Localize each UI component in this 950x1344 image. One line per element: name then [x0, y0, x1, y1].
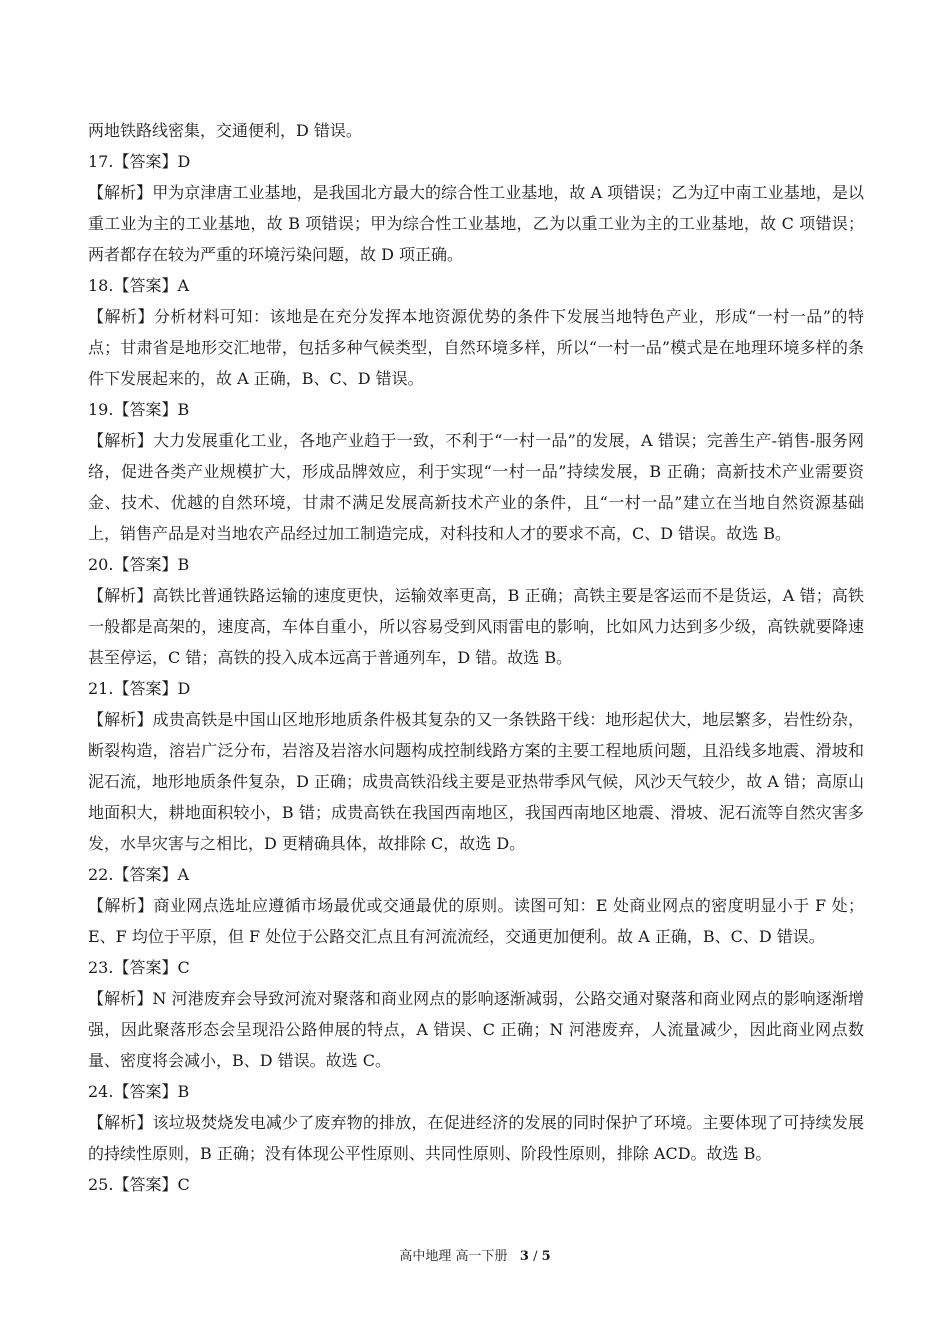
item-18 — [88, 270, 864, 394]
analysis-text: 【解析】N 河港废弃会导致河流对聚落和商业网点的影响逐渐减弱，公路交通对聚落和商业网点的影响逐渐增强，因此聚落形态会呈现沿公路伸展的特点，A 错误、C 正确；N 河港废弃，人流量减少，因此商业网点数量、密度将会减小，B、D 错误。故选 C。 — [88, 989, 864, 1070]
item-20 — [88, 549, 864, 673]
item-25 — [88, 1169, 864, 1200]
answer-line: 21.【答案】D — [88, 679, 191, 698]
answer-line: 23.【答案】C — [88, 958, 190, 977]
item-23 — [88, 952, 864, 1076]
item-17 — [88, 146, 864, 270]
footer-page-number: 3 — [519, 1249, 529, 1264]
answer-line: 22.【答案】A — [88, 865, 190, 884]
answer-line: 18.【答案】A — [88, 276, 190, 295]
analysis-text: 【解析】大力发展重化工业，各地产业趋于一致，不利于“一村一品”的发展，A 错误；完善生产-销售-服务网络，促进各类产业规模扩大，形成品牌效应，利于实现“一村一品”持续发展，B 正确；高新技术产业需要资金、技术、优越的自然环境，甘肃不满足发展高新技术产业的条件，且“一村一品”建立在当地自然资源基础上，销售产品是对当地农产品经过加工制造完成，对科技和人才的要求不高，C、D 错误。故选 B。 — [88, 431, 864, 543]
answer-line: 17.【答案】D — [88, 152, 191, 171]
answer-key-content — [88, 115, 864, 1200]
intro-text: 两地铁路线密集，交通便利，D 错误。 — [88, 121, 362, 140]
answer-line: 24.【答案】B — [88, 1082, 190, 1101]
analysis-text: 【解析】成贵高铁是中国山区地形地质条件极其复杂的又一条铁路干线：地形起伏大，地层繁多，岩性纷杂，断裂构造，溶岩广泛分布，岩溶及岩溶水问题构成控制线路方案的主要工程地质问题，且沿线多地震、滑坡和泥石流，地形地质条件复杂，D 正确；成贵高铁沿线主要是亚热带季风气候，风沙天气较少，故 A 错；高原山地面积大，耕地面积较小，B 错；成贵高铁在我国西南地区，我国西南地区地震、滑坡、泥石流等自然灾害多发，水旱灾害与之相比，D 更精确具体，故排除 C，故选 D。 — [88, 710, 864, 853]
analysis-text: 【解析】甲为京津唐工业基地，是我国北方最大的综合性工业基地，故 A 项错误；乙为辽中南工业基地，是以重工业为主的工业基地，故 B 项错误；甲为综合性工业基地，乙为以重工业为主的工业基地，故 C 项错误；两者都存在较为严重的环境污染问题，故 D 项正确。 — [88, 183, 864, 264]
analysis-text: 【解析】商业网点选址应遵循市场最优或交通最优的原则。读图可知：E 处商业网点的密度明显小于 F 处；E、F 均位于平原，但 F 处位于公路交汇点且有河流流经，交通更加便利。故 A 正确，B、C、D 错误。 — [88, 896, 864, 946]
footer-subject: 高中地理 高一下册 — [399, 1249, 508, 1264]
page-footer — [0, 1248, 950, 1266]
footer-page-total: 5 — [541, 1249, 551, 1264]
analysis-text: 【解析】分析材料可知：该地是在充分发挥本地资源优势的条件下发展当地特色产业，形成“一村一品”的特点；甘肃省是地形交汇地带，包括多种气候类型，自然环境多样，所以“一村一品”模式是在地理环境多样的条件下发展起来的，故 A 正确，B、C、D 错误。 — [88, 307, 864, 388]
item-22 — [88, 859, 864, 952]
analysis-text: 【解析】该垃圾焚烧发电减少了废弃物的排放，在促进经济的发展的同时保护了环境。主要体现了可持续发展的持续性原则，B 正确；没有体现公平性原则、共同性原则、阶段性原则，排除 ACD。故选 B。 — [88, 1113, 864, 1163]
footer-separator: / — [528, 1249, 542, 1264]
analysis-text: 【解析】高铁比普通铁路运输的速度更快，运输效率更高，B 正确；高铁主要是客运而不是货运，A 错；高铁一般都是高架的，速度高，车体自重小，所以容易受到风雨雷电的影响，比如风力达到多少级，高铁就要降速甚至停运，C 错；高铁的投入成本远高于普通列车，D 错。故选 B。 — [88, 586, 864, 667]
item-19 — [88, 394, 864, 549]
answer-line: 19.【答案】B — [88, 400, 190, 419]
answer-line: 25.【答案】C — [88, 1175, 190, 1194]
item-24 — [88, 1076, 864, 1169]
item-21 — [88, 673, 864, 859]
answer-line: 20.【答案】B — [88, 555, 190, 574]
